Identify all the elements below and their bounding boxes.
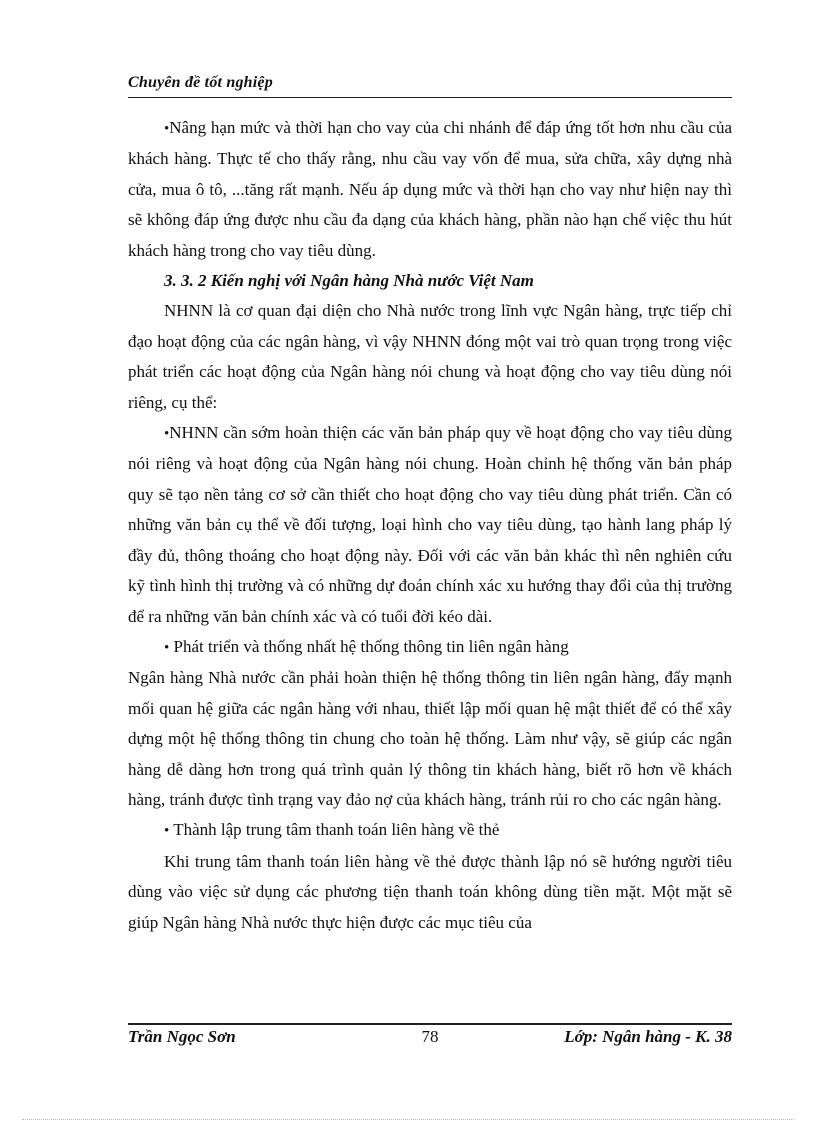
bullet-icon: • [164, 823, 170, 840]
paragraph-info-system: Ngân hàng Nhà nước cần phải hoàn thiện hệ thống thông tin liên ngân hàng, đẩy mạnh mối quan hệ giữa các ngân hàng với nhau, thiết lập mối quan hệ mật thiết để có thể xây dựng một hệ thống thông tin chung cho toàn hệ thống. Làm như vậy, sẽ giúp các ngân hàng dễ dàng hơn trong quá trình quản lý thông tin khách hàng, biết rõ hơn về khách hàng, tránh được tình trạng vay đảo nợ của khách hàng, tránh rủi ro cho các ngân hàng. [128, 668, 732, 809]
document-body [128, 113, 732, 938]
page-bottom-dotted-line [22, 1119, 794, 1120]
header-divider [128, 97, 732, 98]
paragraph-card-center: Khi trung tâm thanh toán liên hàng về thẻ được thành lập nó sẽ hướng người tiêu dùng vào việc sử dụng các phương tiện thanh toán không dùng tiền mặt. Một mặt sẽ giúp Ngân hàng Nhà nước thực hiện được các mục tiêu của [128, 851, 732, 932]
bullet-heading-text: Thành lập trung tâm thanh toán liên hàng về thẻ [173, 820, 500, 840]
paragraph-intro: NHNN là cơ quan đại diện cho Nhà nước trong lĩnh vực Ngân hàng, trực tiếp chỉ đạo hoạt động của các ngân hàng, vì vậy NHNN đóng một vai trò quan trọng trong việc phát triển các hoạt động của Ngân hàng nói chung và hoạt động cho vay tiêu dùng nói riêng, cụ thể: [128, 301, 732, 412]
paragraph-bullet-1 [128, 113, 732, 266]
header-title: Chuyên đề tốt nghiệp [128, 74, 273, 91]
footer-author: Trần Ngọc Sơn [128, 1027, 236, 1046]
bullet-icon: • [164, 639, 170, 656]
paragraph-text: NHNN cần sớm hoàn thiện các văn bản pháp quy về hoạt động cho vay tiêu dùng nói riêng và hoạt động của Ngân hàng nói chung. Hoàn chỉnh hệ thống văn bản pháp quy sẽ tạo nền tảng cơ sở cần thiết cho hoạt động cho vay tiêu dùng phát triển. Cần có những văn bản cụ thể về đối tượng, loại hình cho vay tiêu dùng, tạo hành lang pháp lý đầy đủ, thông thoáng cho hoạt động này. Đối với các văn bản khác thì nên nghiên cứu kỹ tình hình thị trường và có những dự đoán chính xác xu hướng thay đổi của thị trường để ra những văn bản chính xác và có tuổi đời kéo dài. [128, 423, 732, 626]
bullet-icon: • [164, 426, 170, 443]
paragraph-text: Nâng hạn mức và thời hạn cho vay của chi nhánh để đáp ứng tốt hơn nhu cầu của khách hàng. Thực tế cho thấy rằng, nhu cầu vay vốn để mua, sửa chữa, xây dựng nhà cửa, mua ô tô, ...tăng rất mạnh. Nếu áp dụng mức và thời hạn cho vay như hiện nay thì sẽ không đáp ứng được nhu cầu đa dạng của khách hàng, phần nào hạn chế việc thu hút khách hàng trong cho vay tiêu dùng. [128, 118, 732, 260]
paragraph-bullet-2 [128, 418, 732, 632]
bullet-heading-text: Phát triển và thống nhất hệ thống thông tin liên ngân hàng [173, 636, 569, 656]
footer-class-info: Lớp: Ngân hàng - K. 38 [564, 1027, 732, 1046]
page-number: 78 [421, 1027, 439, 1046]
bullet-heading-info-system [128, 632, 732, 663]
bullet-icon: • [164, 121, 170, 137]
bullet-heading-card-center [128, 815, 732, 846]
footer-divider [128, 1023, 732, 1025]
section-heading: 3. 3. 2 Kiến nghị với Ngân hàng Nhà nước Việt Nam [164, 271, 534, 291]
